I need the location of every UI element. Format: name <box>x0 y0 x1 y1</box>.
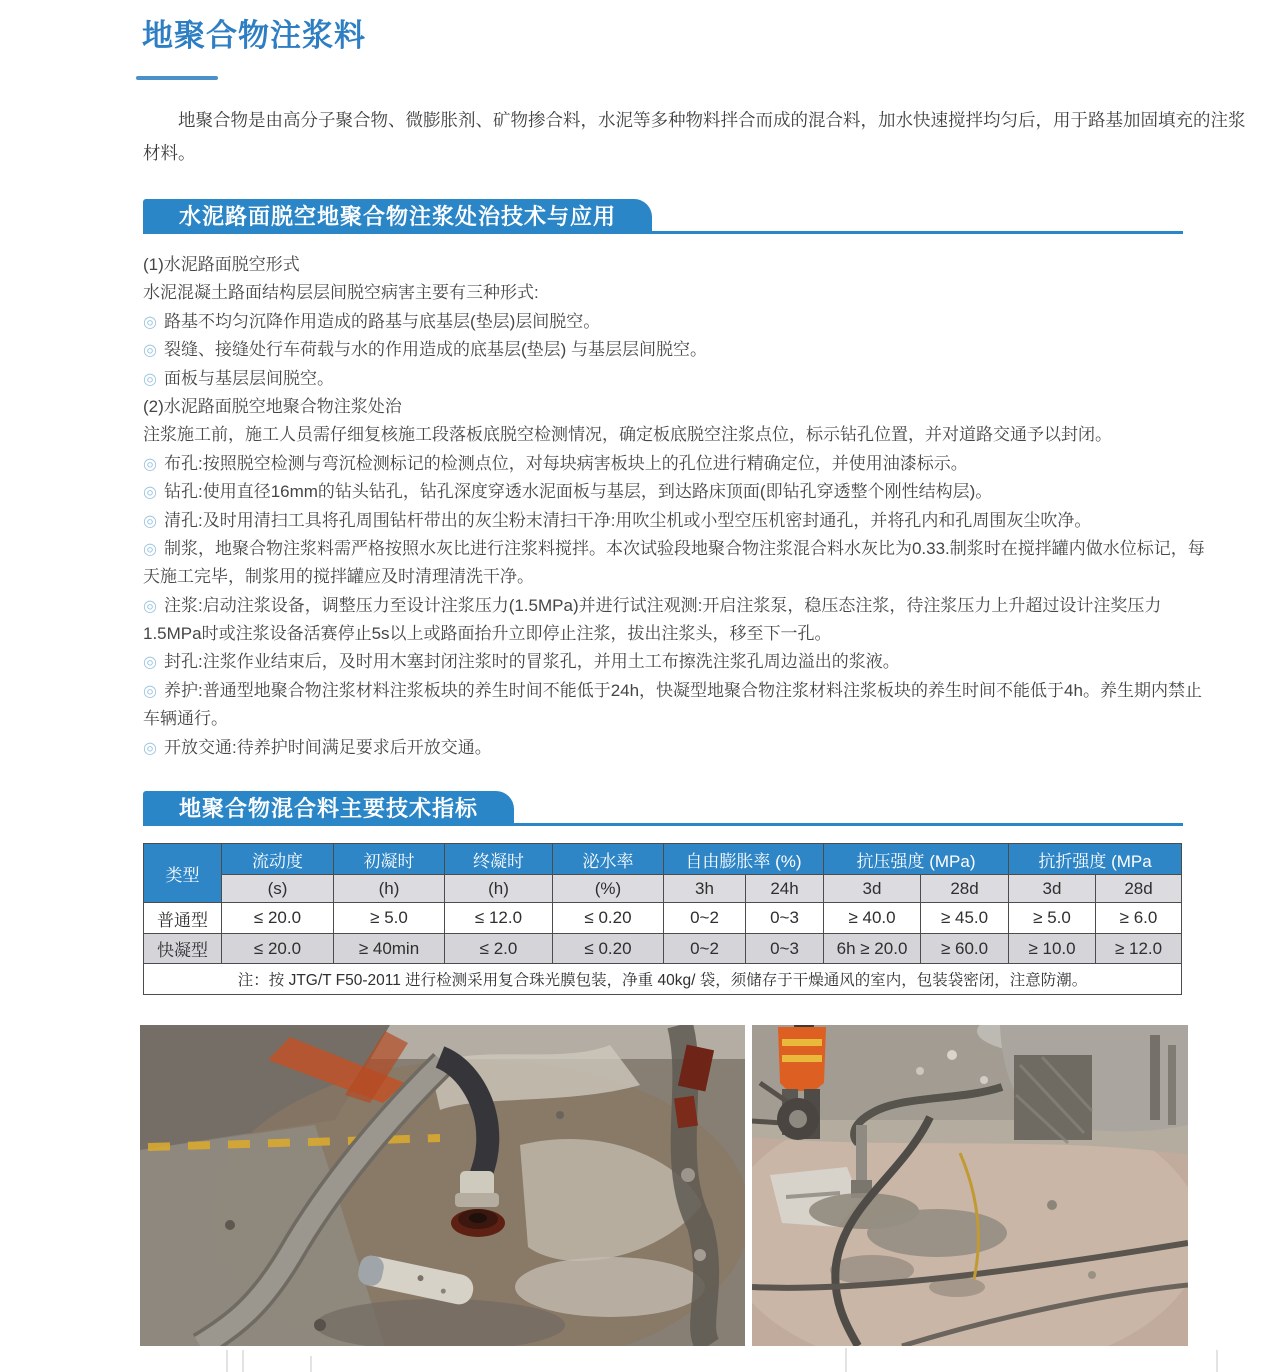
process-line-text: 布孔:按照脱空检测与弯沉检测标记的检测点位，对每块病害板块上的孔位进行精确定位，并使用油漆标示。 <box>163 453 968 473</box>
column-subheader: 3h <box>664 875 746 903</box>
bullseye-bullet-icon: ◎ <box>143 654 157 672</box>
table-cell: ≥ 6.0 <box>1096 903 1182 934</box>
intro-line: 地聚合物是由高分子聚合物、微膨胀剂、矿物掺合料，水泥等多种物料拌合而成的混合料，加水快速搅拌均匀后，用于路基加固填充的注浆 <box>178 110 1246 130</box>
column-subheader: 28d <box>1096 875 1182 903</box>
process-line-text: 天施工完毕，制浆用的搅拌罐应及时清理清洗干净。 <box>143 567 534 587</box>
process-line <box>143 620 1213 648</box>
column-subheader: (h) <box>445 875 553 903</box>
table-cell: ≤ 0.20 <box>553 903 664 934</box>
process-line <box>143 592 1213 620</box>
scan-artifact <box>310 1356 312 1372</box>
table-cell: ≥ 45.0 <box>921 903 1009 934</box>
table-cell: ≥ 10.0 <box>1009 934 1096 964</box>
bullseye-bullet-icon: ◎ <box>143 484 157 502</box>
table-cell: 0~2 <box>664 934 746 964</box>
table-cell: 6h ≥ 20.0 <box>824 934 921 964</box>
process-line <box>143 450 1213 478</box>
process-line-text: 制浆，地聚合物注浆料需严格按照水灰比进行注浆料搅拌。本次试验段地聚合物注浆混合料水灰比为0.33.制浆时在搅拌罐内做水位标记，每 <box>163 538 1205 558</box>
bullseye-bullet-icon: ◎ <box>143 682 157 700</box>
table-note-row <box>144 964 1182 995</box>
column-header: 自由膨胀率 (%) <box>664 844 824 875</box>
bullseye-bullet-icon: ◎ <box>143 540 157 558</box>
process-line <box>143 365 1213 393</box>
process-line <box>143 478 1213 506</box>
column-header: 流动度 <box>222 844 334 875</box>
table-cell: 0~2 <box>664 903 746 934</box>
row-label: 快凝型 <box>144 934 222 964</box>
process-line <box>143 421 1213 449</box>
table-note: 注：按 JTG/T F50-2011 进行检测采用复合珠光膜包装，净重 40kg/ 袋，须储存于干燥通风的室内，包装袋密闭，注意防潮。 <box>144 964 1182 995</box>
section-heading-specs: 地聚合物混合料主要技术指标 <box>143 791 514 826</box>
process-line-text: 封孔:注浆作业结束后，及时用木塞封闭注浆时的冒浆孔，并用土工布擦洗注浆孔周边溢出的浆液。 <box>163 652 900 672</box>
process-line <box>143 563 1213 591</box>
bullseye-bullet-icon: ◎ <box>143 739 157 757</box>
page-title: 地聚合物注浆料 <box>142 18 366 53</box>
table-row-fast-type <box>144 934 1182 964</box>
column-header: 抗压强度 (MPa) <box>824 844 1009 875</box>
column-subheader: 3d <box>824 875 921 903</box>
process-line <box>143 705 1213 733</box>
process-line-text: 注浆:启动注浆设备，调整压力至设计注浆压力(1.5MPa)并进行试注观测:开启注浆泵，稳压态注浆，待注浆压力上升超过设计注奖压力 <box>163 595 1162 615</box>
photo-grouting-site-illustration <box>752 1025 1188 1346</box>
bullseye-bullet-icon: ◎ <box>143 512 157 530</box>
specs-table <box>143 843 1182 995</box>
process-line-text: 路基不均匀沉降作用造成的路基与底基层(垫层)层间脱空。 <box>163 311 601 331</box>
column-header: 初凝时 <box>334 844 445 875</box>
process-line <box>143 535 1213 563</box>
column-header: 泌水率 <box>553 844 664 875</box>
process-line <box>143 308 1213 336</box>
table-cell: 0~3 <box>746 903 824 934</box>
row-label: 普通型 <box>144 903 222 934</box>
table-cell: ≥ 40min <box>334 934 445 964</box>
process-line <box>143 648 1213 676</box>
scan-artifact <box>226 1350 228 1372</box>
column-subheader: (%) <box>553 875 664 903</box>
photo-grouting-hole-illustration <box>140 1025 745 1346</box>
table-cell: ≥ 5.0 <box>1009 903 1096 934</box>
process-line <box>143 734 1213 762</box>
process-line-text: 注浆施工前，施工人员需仔细复核施工段落板底脱空检测情况，确定板底脱空注浆点位，标示钻孔位置，并对道路交通予以封闭。 <box>143 425 1112 445</box>
bullseye-bullet-icon: ◎ <box>143 342 157 360</box>
process-line <box>143 677 1213 705</box>
process-line <box>143 251 1213 279</box>
photo-grouting-site <box>752 1025 1188 1346</box>
table-header-row-1 <box>144 844 1182 875</box>
process-line <box>143 393 1213 421</box>
column-subheader: 24h <box>746 875 824 903</box>
process-line-text: 面板与基层层间脱空。 <box>163 368 334 388</box>
table-cell: ≤ 0.20 <box>553 934 664 964</box>
scan-artifact <box>242 1350 244 1372</box>
process-line <box>143 279 1213 307</box>
process-line-text: (1)水泥路面脱空形式 <box>143 255 300 274</box>
process-text-block <box>143 251 1213 762</box>
process-line-text: 裂缝、接缝处行车荷载与水的作用造成的底基层(垫层) 与基层层间脱空。 <box>163 340 708 360</box>
bullseye-bullet-icon: ◎ <box>143 370 157 388</box>
process-line-text: 开放交通:待养护时间满足要求后开放交通。 <box>163 737 492 757</box>
table-corner-cell: 类型 <box>144 844 222 903</box>
column-subheader: (s) <box>222 875 334 903</box>
table-header-row-2 <box>144 875 1182 903</box>
table-cell: ≤ 20.0 <box>222 903 334 934</box>
bullseye-bullet-icon: ◎ <box>143 313 157 331</box>
bullseye-bullet-icon: ◎ <box>143 455 157 473</box>
table-cell: ≤ 12.0 <box>445 903 553 934</box>
process-line-text: 1.5MPa时或注浆设备活赛停止5s以上或路面抬升立即停止注浆，拔出注浆头，移至下一孔。 <box>143 624 832 644</box>
process-line-text: 钻孔:使用直径16mm的钻头钻孔，钻孔深度穿透水泥面板与基层，到达路床顶面(即钻孔穿透整个刚性结构层)。 <box>163 482 993 502</box>
process-line-text: 水泥混凝土路面结构层层间脱空病害主要有三种形式: <box>143 283 539 303</box>
process-line-text: (2)水泥路面脱空地聚合物注浆处治 <box>143 396 402 416</box>
scan-artifact <box>845 1348 847 1372</box>
table-cell: ≥ 40.0 <box>824 903 921 934</box>
table-cell: ≥ 60.0 <box>921 934 1009 964</box>
column-subheader: 3d <box>1009 875 1096 903</box>
column-subheader: 28d <box>921 875 1009 903</box>
photo-grouting-hole <box>140 1025 745 1346</box>
process-line-text: 养护:普通型地聚合物注浆材料注浆板块的养生时间不能低于24h，快凝型地聚合物注浆材料注浆板块的养生时间不能低于4h。养生期内禁止 <box>163 680 1202 700</box>
process-line-text: 清孔:及时用清扫工具将孔周围钻杆带出的灰尘粉末清扫干净:用吹尘机或小型空压机密封通孔，并将孔内和孔周围灰尘吹净。 <box>163 510 1092 530</box>
intro-line: 材料。 <box>143 143 196 163</box>
bullseye-bullet-icon: ◎ <box>143 597 157 615</box>
column-subheader: (h) <box>334 875 445 903</box>
title-underline <box>136 76 218 80</box>
column-header: 抗折强度 (MPa <box>1009 844 1182 875</box>
table-cell: 0~3 <box>746 934 824 964</box>
table-cell: ≥ 5.0 <box>334 903 445 934</box>
table-cell: ≤ 2.0 <box>445 934 553 964</box>
column-header: 终凝时 <box>445 844 553 875</box>
table-cell: ≥ 12.0 <box>1096 934 1182 964</box>
table-row-normal-type <box>144 903 1182 934</box>
section-heading-process: 水泥路面脱空地聚合物注浆处治技术与应用 <box>143 199 652 234</box>
process-line <box>143 336 1213 364</box>
table-cell: ≤ 20.0 <box>222 934 334 964</box>
intro-paragraph <box>143 104 1246 170</box>
process-line-text: 车辆通行。 <box>143 709 228 729</box>
scan-artifact <box>1216 1350 1218 1372</box>
process-line <box>143 507 1213 535</box>
